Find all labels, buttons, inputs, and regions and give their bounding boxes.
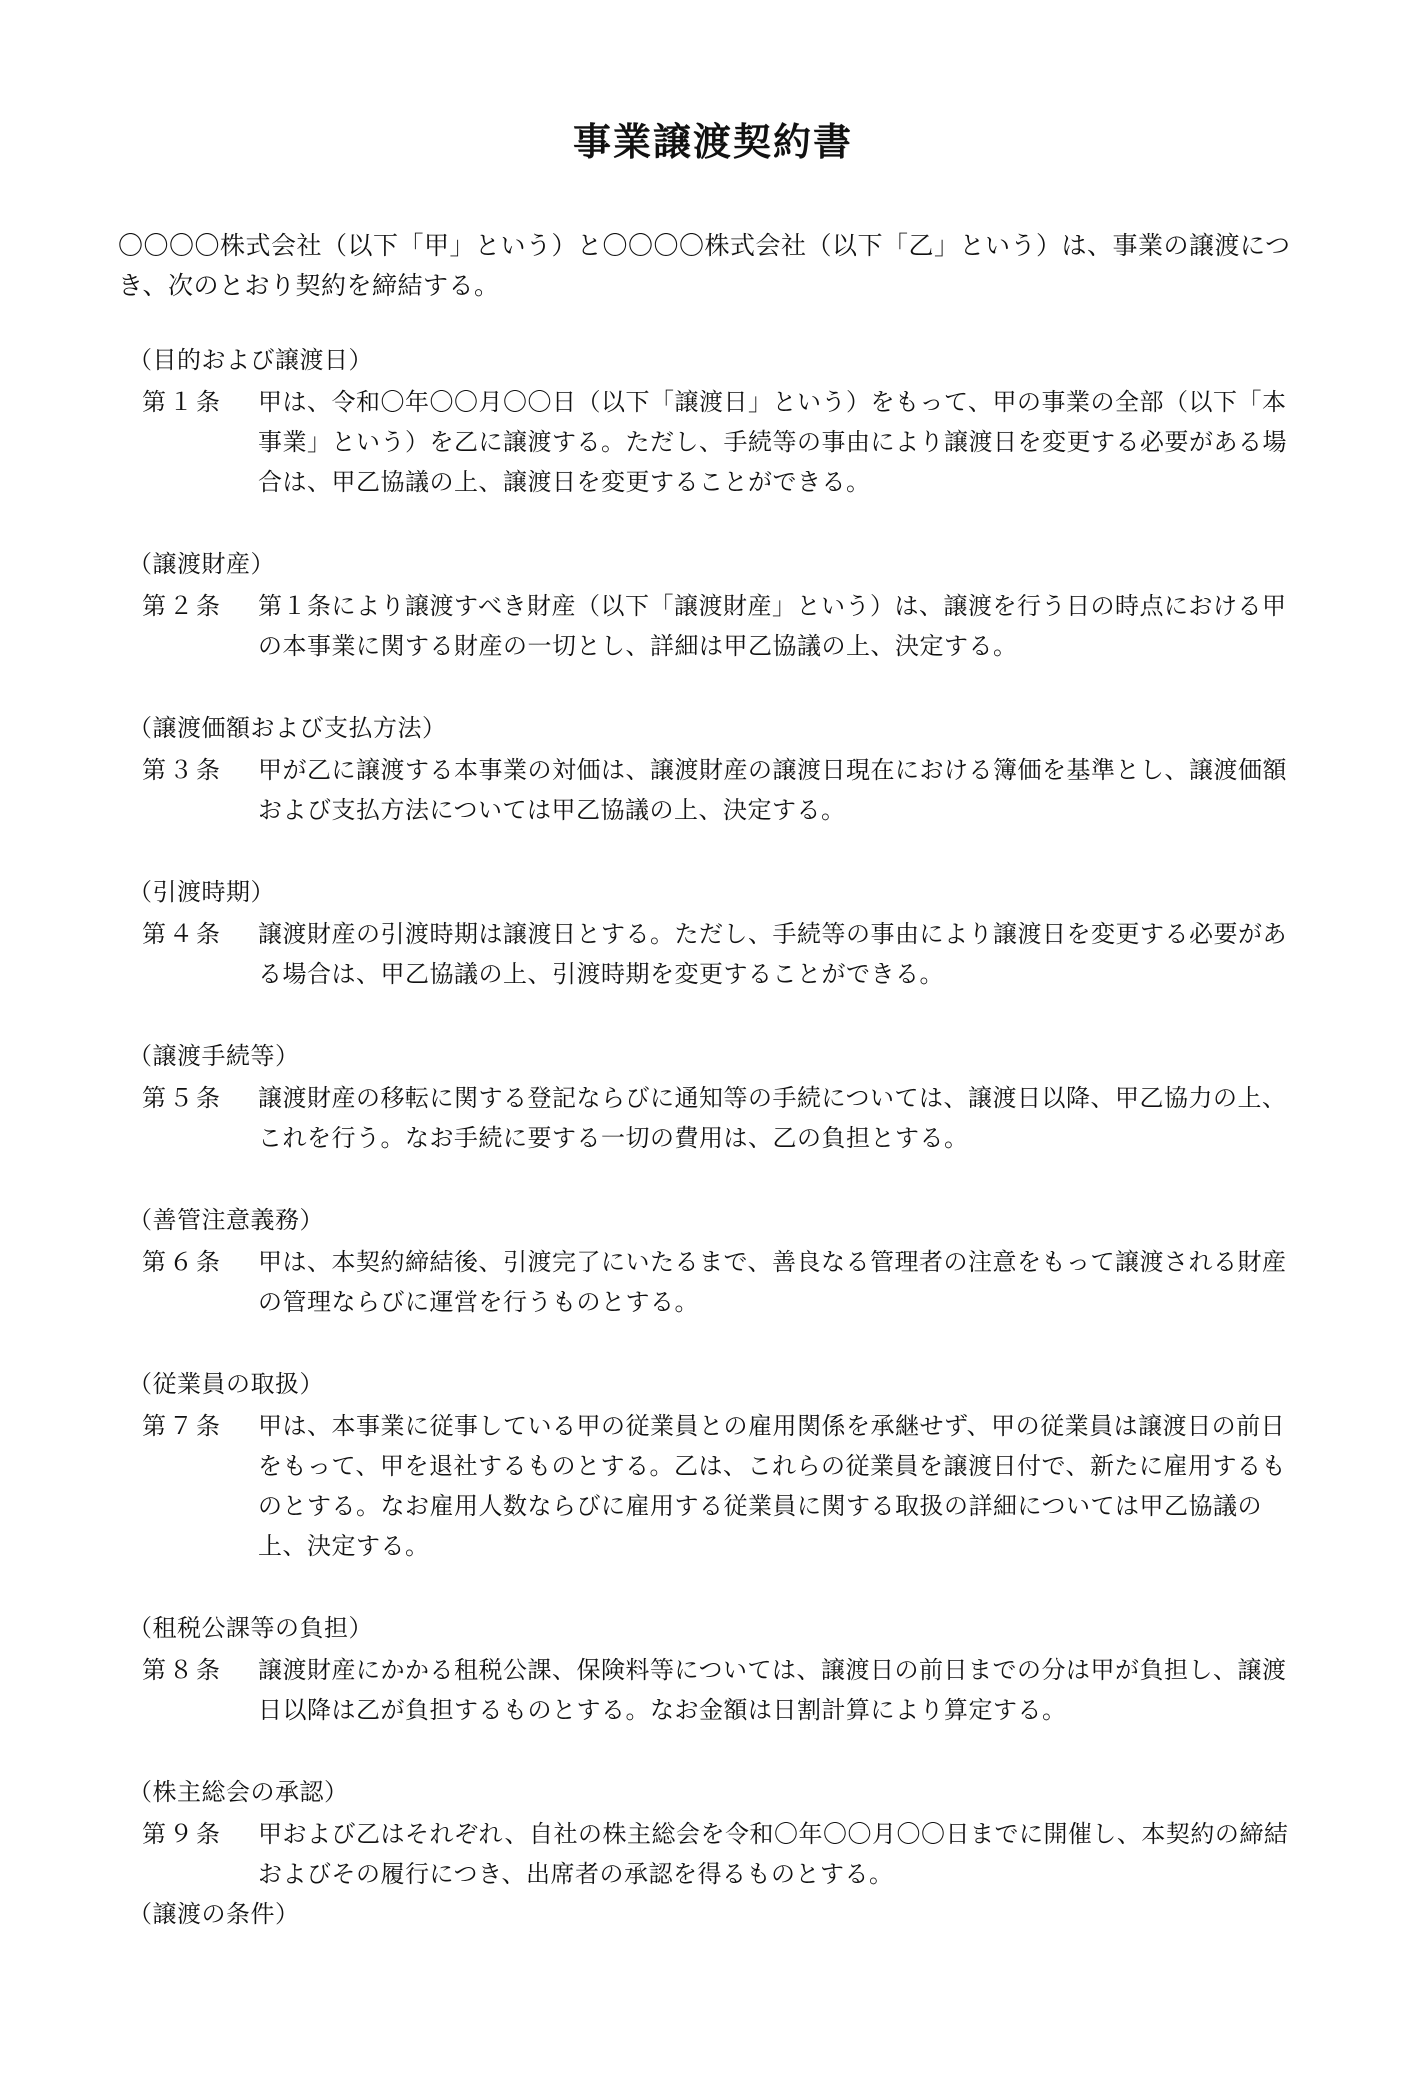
article-8 xyxy=(0,1608,1426,1730)
article-7 xyxy=(0,1364,1426,1566)
article-heading: （従業員の取扱） xyxy=(128,1370,324,1398)
article-body: 譲渡財産の引渡時期は譲渡日とする。ただし、手続等の事由により譲渡日を変更する必要がある場合は、甲乙協議の上、引渡時期を変更することができる。 xyxy=(258,920,1287,988)
article-number: 第２条 xyxy=(142,592,223,620)
article-4 xyxy=(0,872,1426,994)
article-number: 第７条 xyxy=(142,1412,223,1440)
article-2 xyxy=(0,544,1426,666)
article-3 xyxy=(0,708,1426,830)
article-body: 譲渡財産の移転に関する登記ならびに通知等の手続については、譲渡日以降、甲乙協力の上、これを行う。なお手続に要する一切の費用は、乙の負担とする。 xyxy=(258,1084,1287,1152)
article-6 xyxy=(0,1200,1426,1322)
article-body: 第１条により譲渡すべき財産（以下「譲渡財産」という）は、譲渡を行う日の時点における甲の本事業に関する財産の一切とし、詳細は甲乙協議の上、決定する。 xyxy=(258,592,1287,660)
article-10 xyxy=(0,1894,1426,1934)
article-list xyxy=(0,340,1426,1976)
article-body: 甲および乙はそれぞれ、自社の株主総会を令和〇年〇〇月〇〇日までに開催し、本契約の締結およびその履行につき、出席者の承認を得るものとする。 xyxy=(258,1820,1289,1888)
article-number: 第８条 xyxy=(142,1656,223,1684)
article-heading: （譲渡財産） xyxy=(128,550,275,578)
article-number: 第５条 xyxy=(142,1084,223,1112)
article-body: 甲は、本契約締結後、引渡完了にいたるまで、善良なる管理者の注意をもって譲渡される財産の管理ならびに運営を行うものとする。 xyxy=(258,1248,1287,1316)
article-number: 第４条 xyxy=(142,920,223,948)
article-5 xyxy=(0,1036,1426,1158)
article-body: 甲は、本事業に従事している甲の従業員との雇用関係を承継せず、甲の従業員は譲渡日の前日をもって、甲を退社するものとする。乙は、これらの従業員を譲渡日付で、新たに雇用するものとする。なお雇用人数ならびに雇用する従業員に関する取扱の詳細については甲乙協議の上、決定する。 xyxy=(258,1412,1287,1560)
document-intro: 〇〇〇〇株式会社（以下「甲」という）と〇〇〇〇株式会社（以下「乙」という）は、事業の譲渡につき、次のとおり契約を締結する。 xyxy=(118,231,1291,300)
article-heading: （租税公課等の負担） xyxy=(128,1614,373,1642)
article-heading: （善管注意義務） xyxy=(128,1206,324,1234)
article-1 xyxy=(0,340,1426,502)
article-body: 譲渡財産にかかる租税公課、保険料等については、譲渡日の前日までの分は甲が負担し、譲渡日以降は乙が負担するものとする。なお金額は日割計算により算定する。 xyxy=(258,1656,1287,1724)
document-title: 事業譲渡契約書 xyxy=(572,120,853,164)
article-number: 第９条 xyxy=(142,1820,223,1848)
article-heading: （譲渡手続等） xyxy=(128,1042,300,1070)
article-number: 第１条 xyxy=(142,388,223,416)
article-heading: （目的および譲渡日） xyxy=(128,346,373,374)
article-9 xyxy=(0,1772,1426,1894)
article-number: 第６条 xyxy=(142,1248,223,1276)
article-body: 甲が乙に譲渡する本事業の対価は、譲渡財産の譲渡日現在における簿価を基準とし、譲渡価額および支払方法については甲乙協議の上、決定する。 xyxy=(258,756,1287,824)
article-heading: （譲渡の条件） xyxy=(128,1900,300,1928)
article-heading: （株主総会の承認） xyxy=(128,1778,349,1806)
article-number: 第３条 xyxy=(142,756,223,784)
article-heading: （譲渡価額および支払方法） xyxy=(128,714,447,742)
article-body: 甲は、令和〇年〇〇月〇〇日（以下「譲渡日」という）をもって、甲の事業の全部（以下「本事業」という）を乙に譲渡する。ただし、手続等の事由により譲渡日を変更する必要がある場合は、甲乙協議の上、譲渡日を変更することができる。 xyxy=(258,388,1287,496)
article-heading: （引渡時期） xyxy=(128,878,275,906)
